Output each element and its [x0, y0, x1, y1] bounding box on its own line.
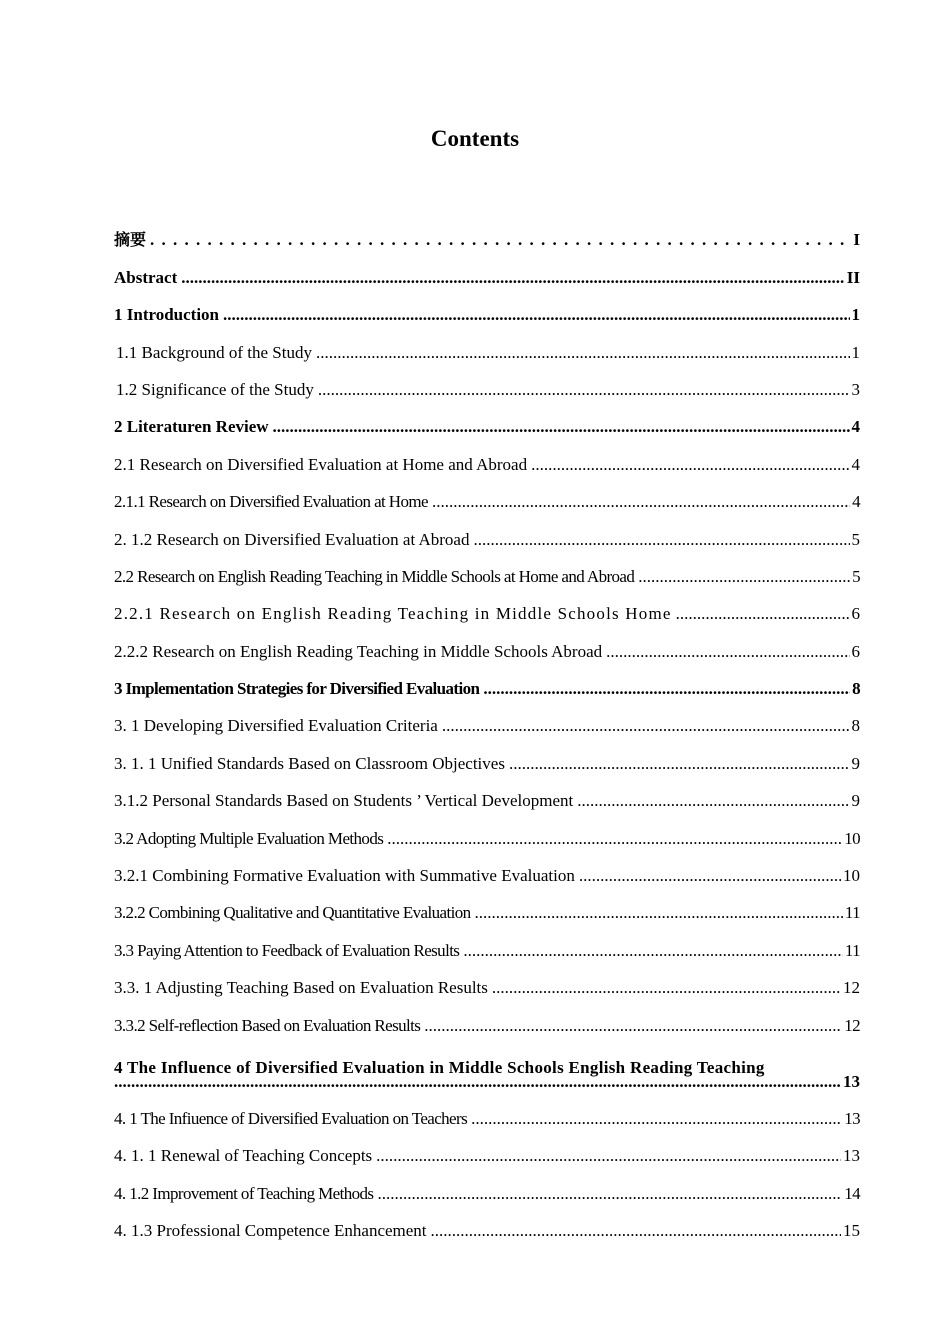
toc-entry[interactable]	[114, 437, 860, 474]
toc-entry-page: 10	[844, 828, 860, 848]
toc-entry-page: 8	[852, 679, 860, 699]
toc-entry-label: 4. 1.2 Improvement of Teaching Methods	[114, 1183, 374, 1203]
toc-entry-label: 2 Literaturen Review	[114, 417, 269, 437]
toc-leader-dots	[509, 754, 850, 774]
toc-entry-page: 11	[844, 940, 860, 960]
toc-entry[interactable]	[114, 400, 860, 437]
toc-entry-page: 5	[852, 566, 860, 586]
toc-leader-dots	[638, 567, 850, 587]
toc-leader-dots	[475, 903, 843, 923]
toc-entry-label: 3.2 Adopting Multiple Evaluation Methods	[114, 828, 384, 848]
toc-entry-label: 4. 1 The Infiuence of Diversified Evaluation on Teachers	[114, 1108, 468, 1128]
table-of-contents	[114, 213, 860, 1241]
toc-leader-dots	[442, 716, 850, 736]
toc-after-list	[114, 1092, 860, 1242]
toc-leader-dots	[463, 941, 843, 961]
toc-entry[interactable]	[114, 587, 860, 624]
toc-entry-label: 2.2.1 Research on English Reading Teaching in Middle Schools Home	[114, 604, 672, 624]
toc-leader-dots	[473, 530, 849, 550]
toc-entry[interactable]	[114, 288, 860, 325]
toc-leader-dots	[492, 978, 841, 998]
toc-entry-page: 4	[851, 454, 860, 474]
toc-entry-label: 2.1.1 Research on Diversified Evaluation at Home	[114, 492, 428, 512]
toc-entry-label: 1.2 Significance of the Study	[116, 379, 314, 399]
toc-entry-label: 3 Implementation Strategies for Diversified Evaluation	[114, 679, 480, 699]
toc-leader-dots	[432, 492, 850, 512]
toc-entry-page: 13	[843, 1071, 860, 1091]
toc-leader-dots	[431, 1221, 841, 1241]
toc-entry[interactable]	[114, 250, 860, 287]
toc-leader-dots	[606, 642, 849, 662]
toc-leader-dots	[376, 1146, 841, 1166]
toc-leader-dots	[316, 343, 850, 363]
toc-entry[interactable]	[114, 998, 860, 1035]
toc-entry-label: Abstract	[114, 267, 178, 287]
toc-leader-dots	[531, 455, 849, 475]
toc-entry-label: 3.2.1 Combining Formative Evaluation with Summative Evaluation	[114, 866, 575, 886]
toc-entry-page: 10	[843, 866, 860, 886]
toc-leader-dots	[377, 1184, 842, 1204]
toc-entry[interactable]	[114, 1166, 860, 1203]
toc-entry-page: 1	[851, 305, 860, 325]
toc-leader-dots	[483, 679, 850, 699]
toc-leader-dots	[273, 417, 850, 437]
toc-entry-page: 3	[851, 379, 860, 399]
toc-entry-label: 3.3. 1 Adjusting Teaching Based on Evaluation Results	[114, 978, 488, 998]
toc-entry-label: 2.2 Research on English Reading Teaching in Middle Schools at Home and Abroad	[114, 566, 635, 586]
toc-entry-label: 3. 1 Developing Diversified Evaluation Criteria	[114, 716, 438, 736]
toc-entry-page: 8	[851, 716, 860, 736]
toc-leader-dots	[114, 1072, 841, 1092]
toc-leader-dots	[577, 791, 849, 811]
toc-leader-dots	[150, 230, 851, 250]
toc-leader-dots	[579, 866, 841, 886]
toc-entry-label: 2.1 Research on Diversified Evaluation at Home and Abroad	[114, 454, 528, 474]
toc-leader-dots	[424, 1016, 842, 1036]
toc-entry-label: 4. 1. 1 Renewal of Teaching Concepts	[114, 1146, 373, 1166]
toc-entry[interactable]	[114, 886, 860, 923]
toc-entry-page: II	[846, 267, 860, 287]
toc-entry[interactable]	[114, 774, 860, 811]
toc-entry-page: 6	[851, 604, 860, 624]
toc-entry-label: 4. 1.3 Professional Competence Enhancement	[114, 1221, 427, 1241]
toc-entry-label: 3. 1. 1 Unified Standards Based on Classroom Objectives	[114, 753, 505, 773]
toc-entry-page: 12	[844, 1015, 860, 1035]
toc-entry-label: 3.3 Paying Attention to Feedback of Evaluation Results	[114, 940, 460, 960]
toc-entry[interactable]	[114, 475, 860, 512]
toc-entry[interactable]	[114, 811, 860, 848]
toc-entry-label: 2. 1.2 Research on Diversified Evaluation at Abroad	[114, 529, 470, 549]
toc-entry-page: 12	[843, 978, 860, 998]
toc-entry-page: 6	[851, 641, 860, 661]
toc-entry-page: I	[853, 230, 860, 250]
toc-entry[interactable]	[114, 624, 860, 661]
toc-entry[interactable]	[114, 699, 860, 736]
toc-entry-page: 4	[851, 417, 860, 437]
toc-leader-dots	[676, 604, 850, 624]
toc-entry[interactable]	[114, 923, 860, 960]
toc-entry-label: 4 The Influence of Diversified Evaluation in Middle Schools English Reading Teaching	[114, 1057, 765, 1077]
toc-entry-page: 9	[851, 791, 860, 811]
toc-leader-dots	[471, 1109, 842, 1129]
toc-entry[interactable]	[114, 1129, 860, 1166]
toc-entry[interactable]	[114, 363, 860, 400]
toc-entry-page: 1	[851, 342, 860, 362]
toc-entry-page: 11	[844, 903, 860, 923]
toc-entry-label: 2.2.2 Research on English Reading Teaching in Middle Schools Abroad	[114, 641, 603, 661]
toc-entry[interactable]	[114, 1092, 860, 1129]
toc-entry-label: 1 Introduction	[114, 305, 220, 325]
toc-leader-dots	[318, 380, 850, 400]
toc-leader-dots	[387, 829, 842, 849]
toc-entry-page: 4	[852, 492, 860, 512]
toc-entry[interactable]	[114, 512, 860, 549]
page-title: Contents	[430, 126, 520, 151]
toc-entry-page: 13	[843, 1146, 860, 1166]
toc-entry[interactable]	[114, 1036, 860, 1092]
toc-entry-label: 3.3.2 Self-reflection Based on Evaluation Results	[114, 1015, 421, 1035]
toc-entry-page: 15	[843, 1221, 860, 1241]
toc-entry-page: 13	[844, 1108, 860, 1128]
toc-entry[interactable]	[114, 213, 860, 250]
toc-entry-label: 1.1 Background of the Study	[116, 342, 312, 362]
toc-entry-page: 5	[851, 529, 860, 549]
toc-main-list	[114, 213, 860, 1036]
toc-entry-label: 3.1.2 Personal Standards Based on Students ’ Vertical Development	[114, 791, 574, 811]
toc-entry[interactable]	[114, 1204, 860, 1241]
toc-leader-dots	[181, 268, 845, 288]
toc-entry-label: 3.2.2 Combining Qualitative and Quantitative Evaluation	[114, 903, 471, 923]
toc-leader-dots	[223, 305, 849, 325]
toc-entry[interactable]	[114, 662, 860, 699]
toc-entry-label: 摘要	[114, 230, 147, 250]
toc-entry-page: 14	[844, 1183, 860, 1203]
toc-entry[interactable]	[114, 736, 860, 773]
toc-entry[interactable]	[114, 849, 860, 886]
toc-entry[interactable]	[114, 325, 860, 362]
toc-entry[interactable]	[114, 550, 860, 587]
toc-entry[interactable]	[114, 961, 860, 998]
toc-entry-page: 9	[851, 753, 860, 773]
